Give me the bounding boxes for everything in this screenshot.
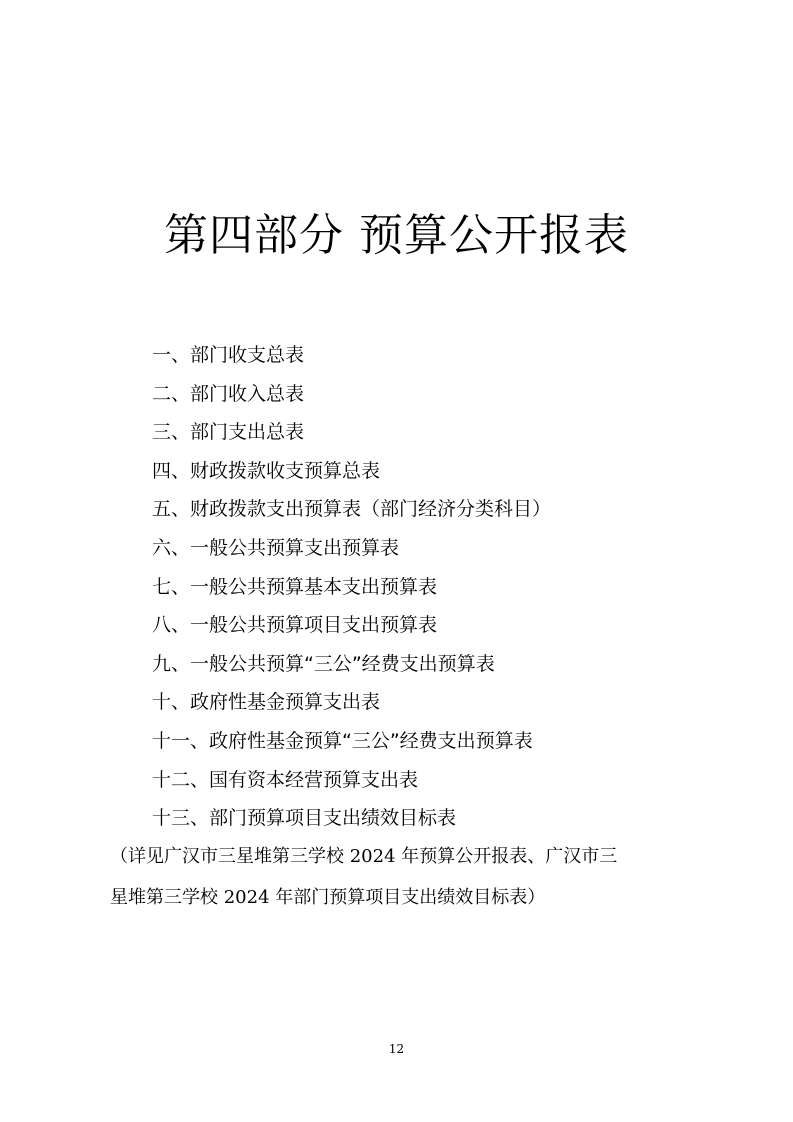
- list-item: 五、财政拨款支出预算表（部门经济分类科目）: [152, 498, 552, 521]
- list-item: 十一、政府性基金预算“三公”经费支出预算表: [152, 729, 533, 752]
- note-paragraph: [110, 836, 710, 918]
- list-item: 九、一般公共预算“三公”经费支出预算表: [152, 652, 495, 675]
- note-line-2: 星堆第三学校 2024 年部门预算项目支出绩效目标表）: [110, 887, 546, 908]
- list-item: 三、部门支出总表: [152, 421, 305, 444]
- list-item: 六、一般公共预算支出预算表: [152, 536, 400, 559]
- list-item: 十三、部门预算项目支出绩效目标表: [152, 807, 457, 830]
- list-item: 一、部门收支总表: [152, 344, 305, 366]
- report-list: [152, 336, 551, 838]
- list-item: 七、一般公共预算基本支出预算表: [152, 575, 438, 598]
- list-item: 八、一般公共预算项目支出预算表: [152, 614, 438, 637]
- note-line-1: （详见广汉市三星堆第三学校 2024 年预算公开报表、广汉市三: [110, 846, 618, 867]
- list-item: 十、政府性基金预算支出表: [152, 691, 381, 714]
- list-item: 四、财政拨款收支预算总表: [152, 459, 381, 482]
- page-title: 第四部分 预算公开报表: [164, 210, 629, 261]
- page-number: 12: [388, 1042, 405, 1056]
- list-item: 二、部门收入总表: [152, 382, 305, 405]
- list-item: 十二、国有资本经营预算支出表: [152, 768, 419, 791]
